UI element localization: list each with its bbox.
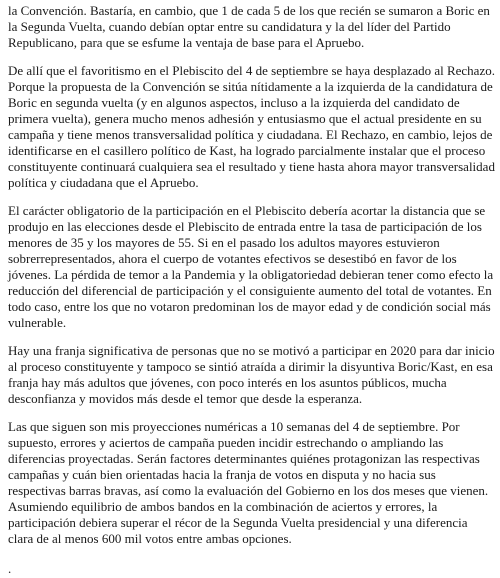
- trailing-period: .: [8, 561, 12, 576]
- paragraph-2: De allí que el favoritismo en el Plebiscito del 4 de septiembre se haya desplazado al Rechazo. Porque la propuesta de la Convención se sitúa nítidamente a la izquierda de la candidatura de Boric en segunda vuelta (y en algunos aspectos, incluso a la izquierda del candidato de primera vuelta), genera mucho menos adhesión y entusiasmo que el actual presidente en su campaña y tiene menos transversalidad política y ciudadana. El Rechazo, en cambio, lejos de identificarse en el casillero político de Kast, ha logrado parcialmente instalar que el proceso constituyente continuará cualquiera sea el resultado y tiene hasta ahora mayor transversalidad política y ciudadana que el Apruebo.: [8, 63, 495, 190]
- paragraph-4: Hay una franja significativa de personas que no se motivó a participar en 2020 para dar inicio al proceso constituyente y tampoco se sintió atraída a dirimir la disyuntiva Boric/Kast, en esa franja hay más adultos que jóvenes, con poco interés en los asuntos públicos, mucha desconfianza y movidos más desde el temor que desde la esperanza.: [8, 343, 495, 406]
- paragraph-5: Las que siguen son mis proyecciones numéricas a 10 semanas del 4 de septiembre. Por supuesto, errores y aciertos de campaña pueden incidir estrechando o ampliando las diferencias proyectadas. Serán factores determinantes quiénes protagonizan las respectivas campañas y cuán bien orientadas hacia la franja de votos en disputa y no hacia sus respectivas barras bravas, así como la evaluación del Gobierno en los dos meses que vienen. Asumiendo equilibrio de ambos bandos en la combinación de aciertos y errores, la participación debiera superar el récor de la Segunda Vuelta presidencial y una diferencia clara de al menos 600 mil votos entre ambas opciones.: [8, 419, 489, 546]
- article-body: [8, 3, 496, 559]
- paragraph-3: El carácter obligatorio de la participación en el Plebiscito debería acortar la distancia que se produjo en las elecciones desde el Plebiscito de entrada entre la tasa de participación de los menores de 35 y los mayores de 55. Si en el pasado los adultos mayores estuvieron sobrerrepresentados, ahora el cuerpo de votantes efectivos se desestibó en favor de los jóvenes. La pérdida de temor a la Pandemia y la obligatoriedad debieran tener como efecto la reducción del diferencial de participación y el consiguiente aumento del total de votantes. En todo caso, entre los que no votaron predominan los de mayor edad y de condición social más vulnerable.: [8, 203, 494, 330]
- paragraph-1: la Convención. Bastaría, en cambio, que 1 de cada 5 de los que recién se sumaron a Boric en la Segunda Vuelta, cuando debían optar entre su candidatura y la del líder del Partido Republicano, para que se esfume la ventaja de base para el Apruebo.: [8, 3, 490, 50]
